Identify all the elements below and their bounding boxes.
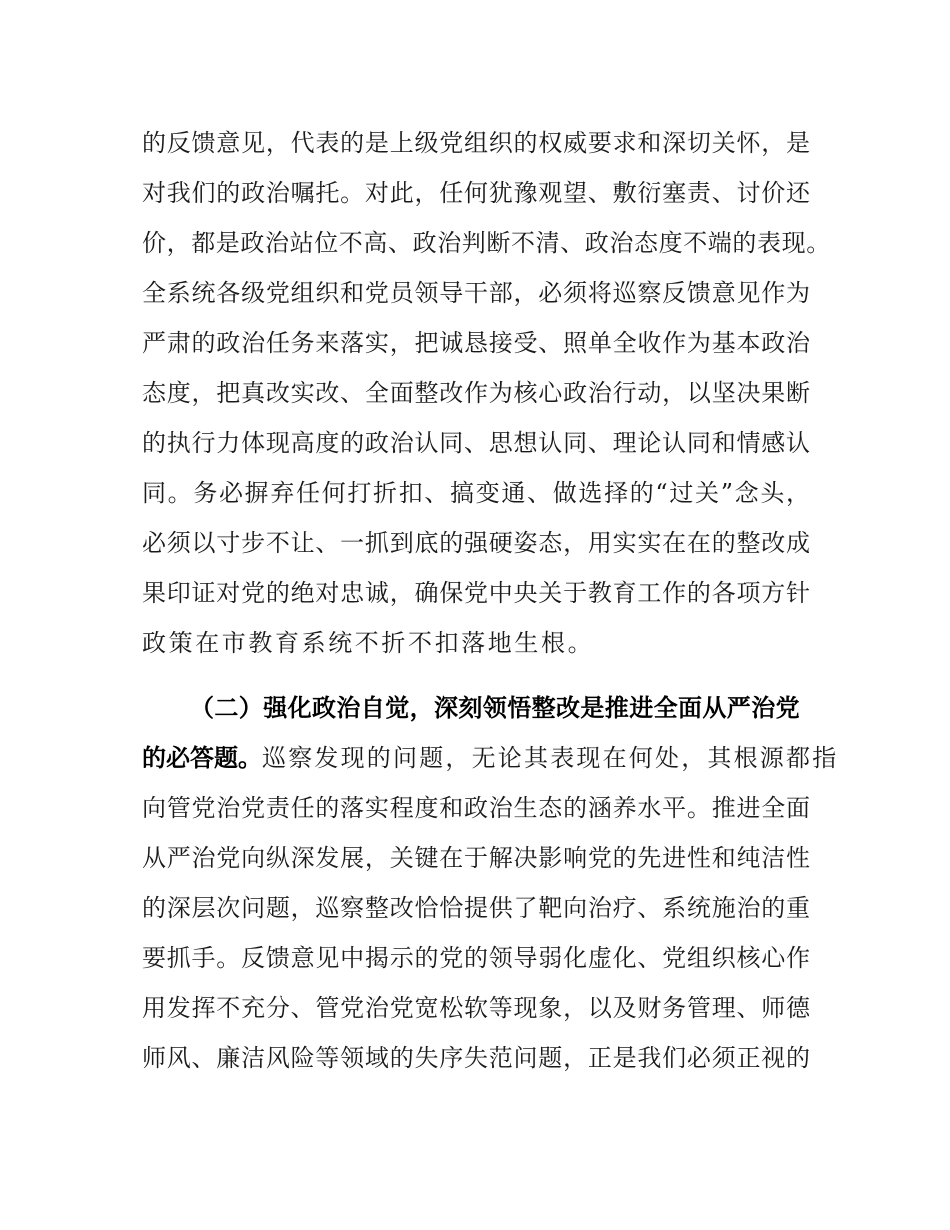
paragraph-1-line-3: 价，都是政治站位不高、政治判断不清、政治态度不端的表现。	[142, 229, 831, 257]
section-2-line-7: 师风、廉洁风险等领域的失序失范问题，正是我们必须正视的	[142, 1044, 810, 1072]
paragraph-1-line-1: 的反馈意见，代表的是上级党组织的权威要求和深切关怀，是	[142, 129, 810, 157]
paragraph-1-line-8: 同。务必摒弃任何打折扣、搞变通、做选择的“过关”念头，	[142, 479, 810, 507]
paragraph-1-line-5: 严肃的政治任务来落实，把诚恳接受、照单全收作为基本政治	[142, 329, 810, 357]
section-2-heading-end: 的必答题。	[142, 744, 262, 772]
paragraph-1-line-10: 果印证对党的绝对忠诚，确保党中央关于教育工作的各项方针	[142, 579, 810, 607]
paragraph-1-line-2: 对我们的政治嘱托。对此，任何犹豫观望、敷衍塞责、讨价还	[142, 179, 810, 207]
section-2-line-6: 用发挥不充分、管党治党宽松软等现象，以及财务管理、师德	[142, 994, 810, 1022]
section-2-line-3: 从严治党向纵深发展，关键在于解决影响党的先进性和纯洁性	[142, 844, 810, 872]
paragraph-1-line-9: 必须以寸步不让、一抓到底的强硬姿态，用实实在在的整改成	[142, 529, 810, 557]
section-2-line-2: 向管党治党责任的落实程度和政治生态的涵养水平。推进全面	[142, 794, 810, 822]
paragraph-1-line-11: 政策在市教育系统不折不扣落地生根。	[142, 629, 595, 657]
paragraph-1-line-4: 全系统各级党组织和党员领导干部，必须将巡察反馈意见作为	[142, 279, 810, 307]
section-2-line-1-text: 巡察发现的问题，无论其表现在何处，其根源都指	[262, 744, 839, 772]
paragraph-1-line-7: 的执行力体现高度的政治认同、思想认同、理论认同和情感认	[142, 429, 810, 457]
paragraph-1-line-6: 态度，把真改实改、全面整改作为核心政治行动，以坚决果断	[142, 379, 810, 407]
section-2-heading: （二）强化政治自觉，深刻领悟整改是推进全面从严治党	[190, 694, 800, 722]
section-2-line-5: 要抓手。反馈意见中揭示的党的领导弱化虚化、党组织核心作	[142, 944, 810, 972]
section-2-line-1	[142, 738, 838, 778]
section-2-line-4: 的深层次问题，巡察整改恰恰提供了靶向治疗、系统施治的重	[142, 894, 810, 922]
